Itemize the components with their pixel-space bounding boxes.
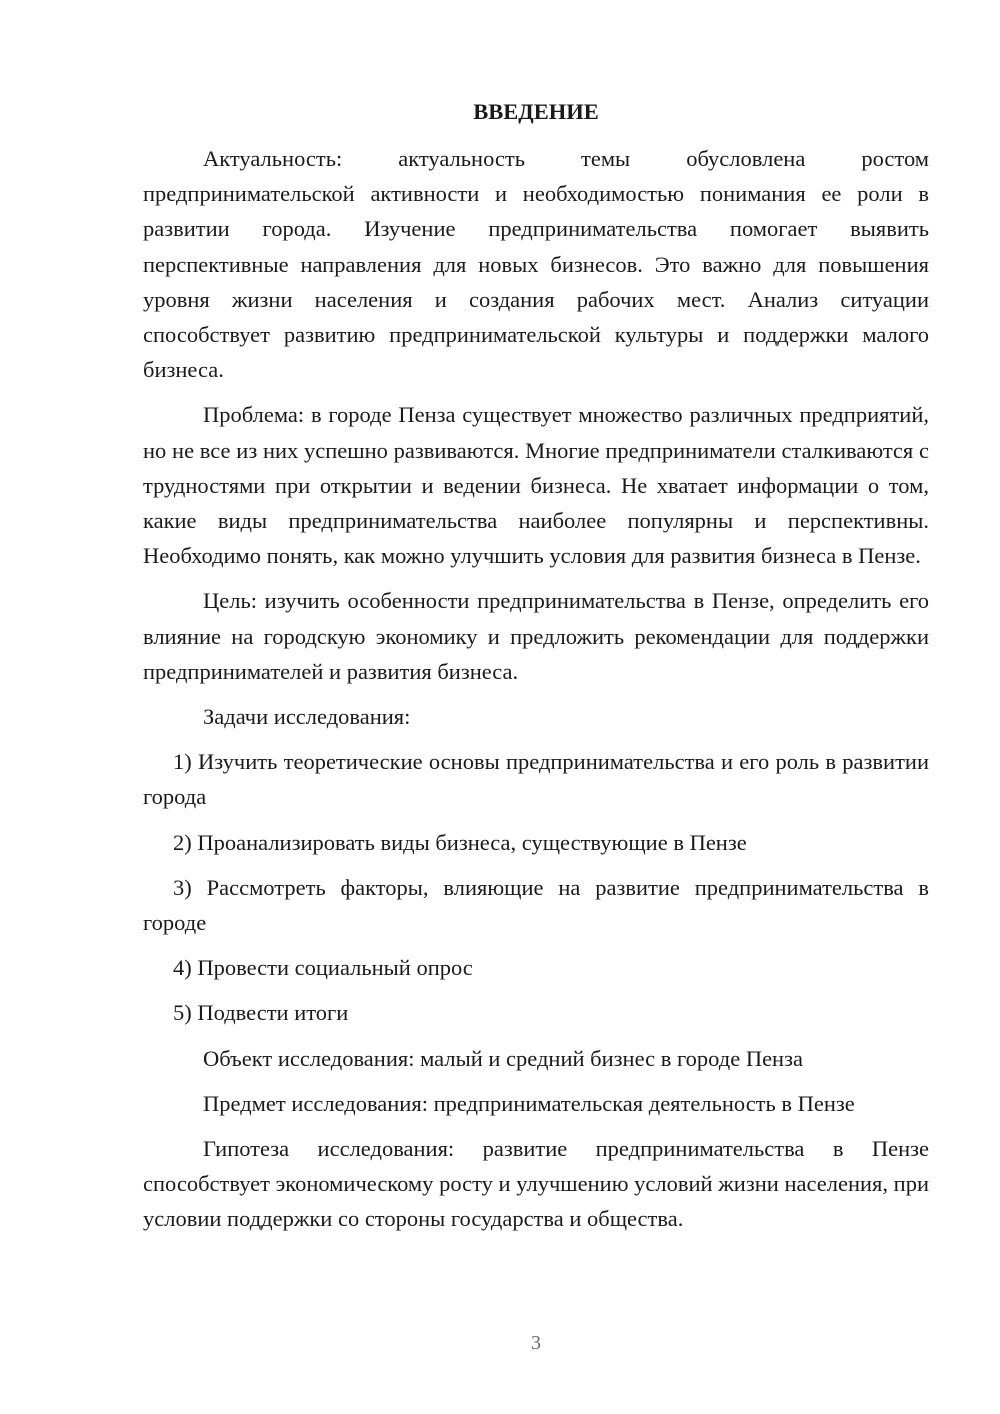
task-item-4: 4) Провести социальный опрос: [173, 955, 473, 981]
tasks-heading: Задачи исследования:: [203, 704, 411, 730]
research-hypothesis: Гипотеза исследования: развитие предпринимательства в Пензе способствует экономическому росту и улучшению условий жизни населения, при условии поддержки со стороны государства и общества.: [143, 1136, 929, 1232]
page-number: 3: [531, 1332, 541, 1354]
task-item-2: 2) Проанализировать виды бизнеса, существующие в Пензе: [173, 829, 747, 855]
document-page: [143, 94, 929, 1247]
tasks-list: [143, 744, 929, 1030]
goal-paragraph: Цель: изучить особенности предпринимательства в Пензе, определить его влияние на городскую экономику и предложить рекомендации для поддержки предпринимателей и развития бизнеса.: [143, 588, 929, 684]
section-heading: ВВЕДЕНИЕ: [473, 99, 599, 124]
problem-paragraph: Проблема: в городе Пенза существует множество различных предприятий, но не все из них успешно развиваются. Многие предприниматели сталкиваются с трудностями при открытии и ведении бизнеса. Не хватает информации о том, какие виды предпринимательства наиболее популярны и перспективны. Необходимо понять, как можно улучшить условия для развития бизнеса в Пензе.: [143, 402, 929, 569]
task-item-1: 1) Изучить теоретические основы предпринимательства и его роль в развитии города: [143, 749, 929, 810]
research-object: Объект исследования: малый и средний бизнес в городе Пенза: [203, 1045, 803, 1071]
task-item-3: 3) Рассмотреть факторы, влияющие на развитие предпринимательства в городе: [143, 874, 929, 936]
relevance-paragraph: Актуальность: актуальность темы обусловлена ростом предпринимательской активности и необходимостью понимания ее роли в развитии города. Изучение предпринимательства помогает выявить перспективные направления для новых бизнесов. Это важно для повышения уровня жизни населения и создания рабочих мест. Анализ ситуации способствует развитию предпринимательской культуры и поддержки малого бизнеса.: [143, 146, 929, 383]
task-item-5: 5) Подвести итоги: [173, 1000, 349, 1026]
research-subject: Предмет исследования: предпринимательская деятельность в Пензе: [203, 1090, 855, 1116]
